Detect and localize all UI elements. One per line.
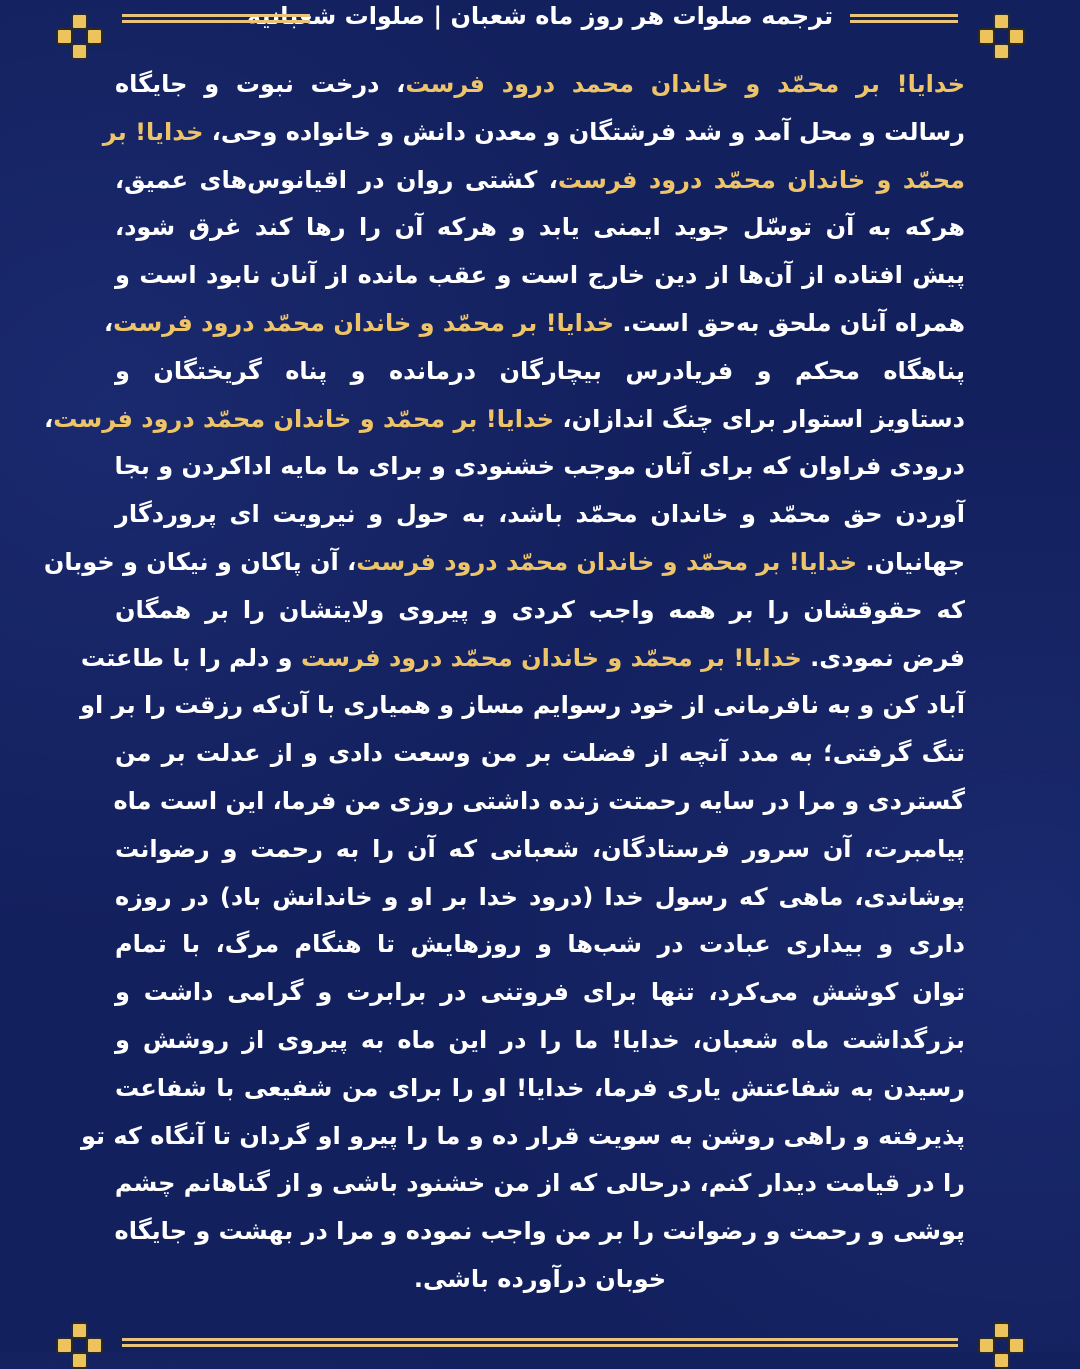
text-segment: رسالت و محل آمد و شد فرشتگان و معدن دانش و خانواده وحی،: [203, 117, 965, 146]
ornament-bottom-right-icon: [978, 1322, 1022, 1366]
text-segment: ،: [44, 404, 54, 433]
text-segment: ، آن پاکان و نیکان و خوبان: [43, 547, 357, 576]
text-segment: و دلم را با طاعتت: [80, 643, 301, 672]
text-line: [80, 682, 965, 730]
text-segment: پیش افتاده از آن‌ها از دین خارج است و عقب مانده از آنان نابود است و: [115, 261, 965, 290]
salawat-highlight: خدایا! بر محمّد و خاندان محمد درود فرست: [405, 70, 965, 98]
text-line: [115, 157, 965, 205]
text-segment: ،: [104, 308, 114, 337]
text-line: [102, 109, 965, 157]
text-segment: خوبان درآورده باشی.: [413, 1264, 667, 1293]
text-segment: رسیدن به شفاعتش یاری فرما، خدایا! او را برای من شفیعی با شفاعت: [115, 1073, 965, 1102]
text-line: [115, 587, 965, 635]
text-line: [115, 348, 965, 396]
text-segment: همراه آنان ملحق به‌حق است.: [614, 308, 965, 337]
header-divider-left: [122, 14, 310, 23]
text-segment: آوردن حق محمّد و خاندان محمّد باشد، به حول و نیرویت ای پروردگار: [115, 500, 965, 529]
text-line: [115, 1160, 965, 1208]
text-line: [115, 778, 965, 826]
text-segment: پذیرفته و راهی روشن به سویت قرار ده و ما را پیرو او گردان تا آنگاه که تو: [80, 1121, 965, 1150]
text-segment: پوشاندی، ماهی که رسول خدا (درود خدا بر او و خاندانش باد) در روزه: [115, 882, 965, 911]
text-line: [115, 1065, 965, 1113]
ornament-bottom-left-icon: [56, 1322, 100, 1366]
text-segment: پیامبرت، آن سرور فرستادگان، شعبانی که آن را به رحمت و رضوانت: [115, 834, 965, 863]
salawat-highlight: خدایا! بر محمّد و خاندان محمّد درود فرست: [113, 308, 614, 337]
salawat-highlight: خدایا! بر: [102, 117, 204, 146]
text-line: [115, 921, 965, 969]
text-line: [115, 1017, 965, 1065]
text-line: [115, 252, 965, 300]
prayer-text: [43, 61, 965, 1304]
text-line: [115, 1208, 965, 1256]
text-segment: فرض نمودی.: [801, 643, 965, 672]
text-line: [115, 204, 965, 252]
text-line: [115, 61, 965, 109]
text-segment: آباد کن و به نافرمانی از خود رسوایم مساز و همیاری با آن‌که رزقت را بر او: [80, 691, 965, 720]
text-line: [80, 1113, 965, 1161]
ornament-top-left-icon: [56, 13, 100, 57]
text-line: [115, 730, 965, 778]
text-line: [115, 443, 965, 491]
salawat-highlight: خدایا! بر محمّد و خاندان محمّد درود فرست: [53, 404, 555, 433]
text-line: [115, 874, 965, 922]
text-line: [80, 635, 965, 683]
text-segment: توان کوشش می‌کرد، تنها برای فروتنی در برابرت و گرامی داشت و: [115, 978, 965, 1007]
text-segment: هرکه به آن توسّل جوید ایمنی یابد و هرکه آن را رها کند غرق شود،: [115, 213, 965, 242]
text-segment: گستردی و مرا در سایه رحمتت زنده داشتی روزی من فرما، این است ماه: [113, 786, 965, 815]
text-segment: ، کشتی روان در اقیانوس‌های عمیق،: [115, 165, 558, 194]
text-line: [44, 396, 965, 444]
text-line: [115, 1256, 965, 1304]
text-line: [104, 300, 965, 348]
text-segment: تنگ گرفتی؛ به مدد آنچه از فضلت بر من وسعت دادی و از عدلت بر من: [115, 739, 965, 768]
footer-divider: [122, 1338, 958, 1347]
ornament-top-right-icon: [978, 13, 1022, 57]
text-segment: پناهگاه محکم و فریادرس بیچارگان درمانده و پناه گریختگان و: [115, 356, 965, 385]
page-title: ترجمه صلوات هر روز ماه شعبان | صلوات شعبانیه: [246, 2, 834, 30]
salawat-highlight: محمّد و خاندان محمّد درود فرست: [557, 165, 965, 194]
header-divider-right: [850, 14, 958, 23]
text-segment: را در قیامت دیدار کنم، درحالی که از من خشنود باشی و از گناهانم چشم: [114, 1169, 965, 1198]
text-segment: بزرگداشت ماه شعبان، خدایا! ما را در این ماه به پیروی از روشش و: [115, 1025, 965, 1054]
text-line: [115, 969, 965, 1017]
text-segment: پوشی و رحمت و رضوانت را بر من واجب نموده و مرا در بهشت و جایگاه: [114, 1217, 965, 1246]
text-line: [43, 539, 965, 587]
salawat-highlight: خدایا! بر محمّد و خاندان محمّد درود فرست: [300, 643, 802, 672]
text-line: [115, 826, 965, 874]
text-segment: ، درخت نبوت و جایگاه: [115, 70, 406, 98]
text-segment: درودی فراوان که برای آنان موجب خشنودی و برای ما مایه اداکردن و بجا: [114, 452, 965, 481]
text-segment: جهانیان.: [857, 547, 965, 576]
text-segment: دستاویز استوار برای چنگ اندازان،: [554, 404, 965, 433]
salawat-highlight: خدایا! بر محمّد و خاندان محمّد درود فرست: [356, 547, 858, 576]
text-line: [115, 491, 965, 539]
text-segment: که حقوقشان را بر همه واجب کردی و پیروی ولایتشان را بر همگان: [115, 595, 965, 624]
text-segment: داری و بیداری عبادت در شب‌ها و روزهایش تا هنگام مرگ، با تمام: [115, 930, 965, 959]
